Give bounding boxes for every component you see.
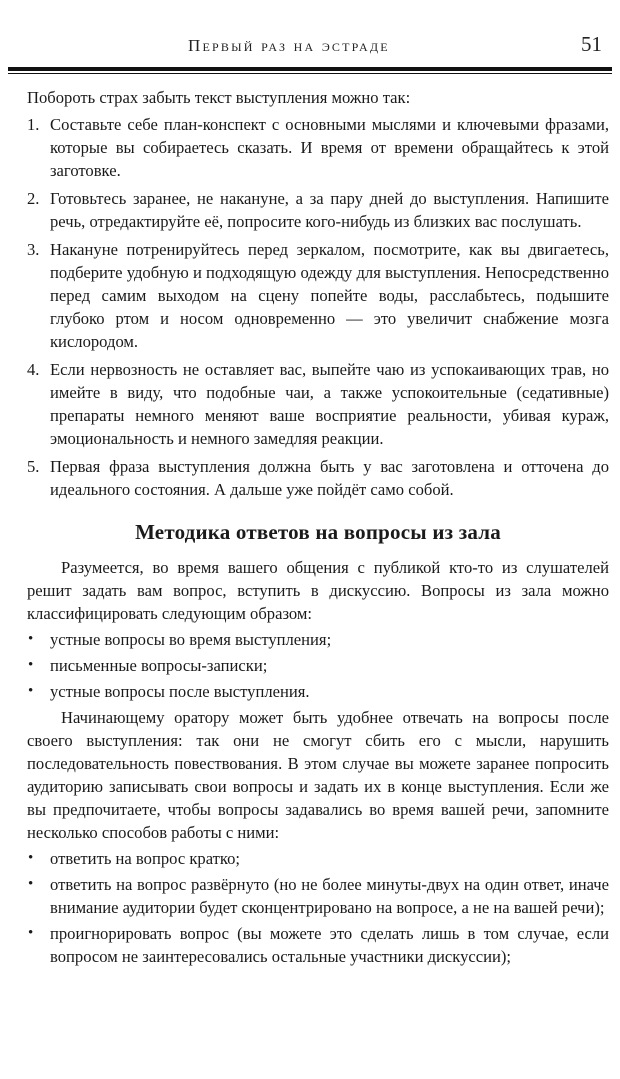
list-item	[27, 455, 609, 501]
page-header	[0, 26, 620, 70]
list-item	[27, 358, 609, 450]
item-text: Если нервозность не оставляет вас, выпейте чаю из успокаивающих трав, но имейте в виду, что подобные чаи, а также успокоительные (седативные) препараты немного меняют ваше восприятие реальности, убивая кураж, эмоциональность и немного замедляя реакции.	[50, 360, 609, 448]
list-item	[27, 873, 609, 919]
item-number: 4.	[27, 360, 40, 379]
page-body	[27, 86, 609, 971]
item-text: ответить на вопрос развёрнуто (но не более минуты-двух на один ответ, иначе внимание аудитории будет сконцентрировано на вопросе, а не на вашей речи);	[50, 875, 609, 917]
list-item	[27, 680, 609, 703]
list-item	[27, 238, 609, 353]
intro-paragraph: Побороть страх забыть текст выступления можно так:	[27, 88, 411, 107]
item-text: устные вопросы во время выступления;	[50, 630, 332, 649]
header-rule-thin	[8, 73, 612, 74]
numbered-list	[27, 113, 609, 501]
bullet-list	[27, 847, 609, 968]
list-item	[27, 187, 609, 233]
bullet-list	[27, 628, 609, 703]
bullet-icon: •	[28, 657, 34, 673]
bullet-icon: •	[28, 876, 34, 892]
item-text: письменные вопросы-записки;	[50, 656, 268, 675]
item-number: 3.	[27, 240, 40, 259]
bullet-icon: •	[28, 925, 34, 941]
item-number: 5.	[27, 457, 40, 476]
bullet-icon: •	[28, 850, 34, 866]
paragraph: Начинающему оратору может быть удобнее отвечать на вопросы после своего выступления: так они не смогут сбить его с мысли, нарушить последовательность повествования. В этом случае вы можете заранее попросить аудиторию записывать свои вопросы и задать их в конце выступления. Если же вы предпочитаете, чтобы вопросы задавались во время вашей речи, запомните несколько способов работы с ними:	[27, 708, 609, 842]
page-number: 51	[581, 32, 602, 56]
item-text: Готовьтесь заранее, не накануне, а за пару дней до выступления. Напишите речь, отредактируйте её, попросите кого-нибудь из близких вас послушать.	[50, 189, 609, 231]
list-item	[27, 847, 609, 870]
item-text: устные вопросы после выступления.	[50, 682, 310, 701]
item-text: Накануне потренируйтесь перед зеркалом, посмотрите, как вы двигаетесь, подберите удобную и подходящую одежду для выступления. Непосредственно перед самим выходом на сцену попейте воды, расслабьтесь, подышите глубоко ртом и носом одновременно — это увеличит снабжение мозга кислородом.	[50, 240, 609, 351]
bullet-icon: •	[28, 683, 34, 699]
bullet-icon: •	[28, 631, 34, 647]
list-item	[27, 922, 609, 968]
item-text: Первая фраза выступления должна быть у вас заготовлена и отточена до идеального состояния. А дальше уже пойдёт само собой.	[50, 457, 609, 499]
header-rule-thick	[8, 67, 612, 71]
item-text: проигнорировать вопрос (вы можете это сделать лишь в том случае, если вопросом не заинтересовались остальные участники дискуссии);	[50, 924, 609, 966]
item-number: 1.	[27, 115, 40, 134]
list-item	[27, 113, 609, 182]
paragraph: Разумеется, во время вашего общения с публикой кто-то из слушателей решит задать вам вопрос, вступить в дискуссию. Вопросы из зала можно классифицировать следующим образом:	[27, 558, 609, 623]
section-heading: Методика ответов на вопросы из зала	[135, 520, 501, 544]
item-text: Составьте себе план-конспект с основными мыслями и ключевыми фразами, которые вы собираетесь сказать. И время от времени обращайтесь к этой заготовке.	[50, 115, 609, 180]
running-title: Первый раз на эстраде	[188, 36, 390, 55]
list-item	[27, 628, 609, 651]
item-text: ответить на вопрос кратко;	[50, 849, 241, 868]
list-item	[27, 654, 609, 677]
item-number: 2.	[27, 189, 40, 208]
